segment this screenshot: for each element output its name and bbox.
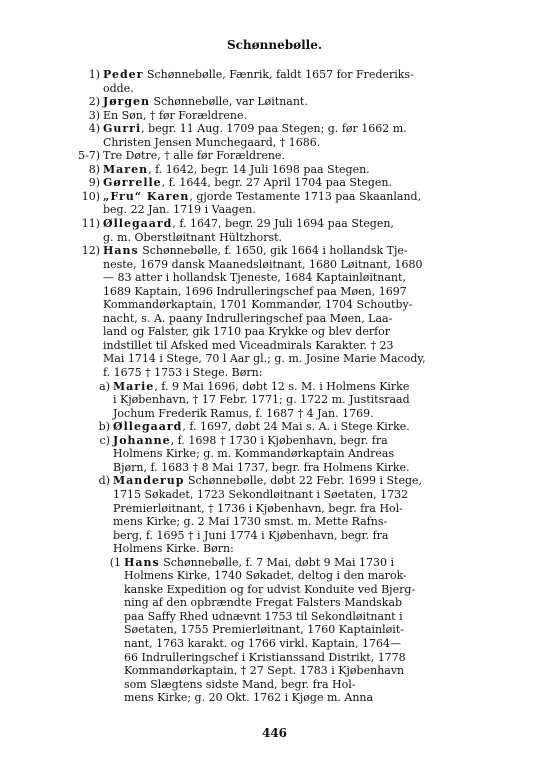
text-line	[103, 176, 522, 190]
person-name: Gurri	[103, 122, 142, 136]
child-label: (1	[109, 555, 121, 569]
genealogy-entry	[78, 68, 522, 95]
text-line	[103, 190, 522, 204]
text-line	[98, 474, 522, 488]
person-name: Øllegaard	[113, 420, 183, 434]
line-text: i Kjøbenhavn, † 17 Febr. 1771; g. 1722 m. Justitsraad	[113, 393, 410, 407]
text-line	[113, 407, 522, 421]
line-text: , f. 1644, begr. 27 April 1704 paa Stegen.	[161, 176, 392, 190]
text-line	[103, 122, 522, 136]
line-text: Kommandørkaptain, 1701 Kommandør, 1704 Schoutby-	[103, 298, 413, 312]
line-text: kanske Expedition og for udvist Konduite ved Bjerg-	[124, 582, 416, 596]
line-text: 1715 Søkadet, 1723 Sekondløitnant i Søetaten, 1732	[113, 487, 409, 501]
text-line	[103, 325, 522, 339]
entry-number: 5-7)	[78, 149, 101, 163]
line-text: ning af den opbrændte Fregat Falsters Mandskab	[124, 596, 403, 610]
entry-number: 1)	[88, 68, 100, 81]
line-text: Premierløitnant, † 1736 i Kjøbenhavn, begr. fra Hol-	[113, 501, 403, 515]
text-line	[124, 637, 522, 651]
line-text: neste, 1679 dansk Maanedsløitnant, 1680 Løitnant, 1680	[103, 257, 423, 271]
person-name: Hans	[124, 555, 160, 569]
text-line	[103, 203, 522, 217]
line-text: odde.	[103, 81, 134, 95]
line-text: mens Kirke; g. 20 Okt. 1762 i Kjøge m. Anna	[124, 691, 374, 705]
text-line	[124, 623, 522, 637]
line-text: , begr. 11 Aug. 1709 paa Stegen; g. før 1662 m.	[141, 122, 407, 136]
line-text: , f. 1647, begr. 29 Juli 1694 paa Stegen,	[172, 217, 394, 231]
text-line	[103, 339, 522, 353]
child-entry	[99, 556, 522, 705]
entry-number: 10)	[81, 189, 100, 203]
text-line	[103, 217, 522, 231]
text-line	[103, 312, 522, 326]
person-name: Peder	[103, 68, 144, 81]
person-name: Johanne	[113, 433, 171, 447]
text-line	[103, 244, 522, 258]
text-line	[103, 68, 522, 82]
text-line	[103, 258, 522, 272]
person-name: „Fru“ Karen	[103, 189, 190, 203]
line-text: som Slægtens sidste Mand, begr. fra Hol-	[124, 677, 356, 691]
line-text: Schønnebølle, f. 1650, gik 1664 i hollandsk Tje-	[138, 244, 408, 258]
child-entry	[88, 474, 522, 555]
line-text: Holmens Kirke. Børn:	[113, 542, 234, 556]
line-text: mens Kirke; g. 2 Mai 1730 smst. m. Mette Rafns-	[113, 515, 388, 529]
line-text: f. 1675 † 1753 i Stege. Børn:	[103, 366, 263, 380]
child-entry	[88, 420, 522, 434]
text-line	[99, 379, 522, 394]
genealogy-entry	[78, 122, 522, 149]
text-line	[124, 678, 522, 692]
text-line	[124, 569, 522, 583]
line-text: Bjørn, f. 1683 † 8 Mai 1737, begr. fra Holmens Kirke.	[113, 460, 410, 474]
line-text: paa Saffy Rhed udnævnt 1753 til Sekondløitnant i	[124, 609, 403, 623]
text-line	[103, 298, 522, 312]
entry-number: 3)	[88, 108, 100, 122]
text-line	[103, 285, 522, 299]
line-text: Schønnebølle, Fænrik, faldt 1657 for Frederiks-	[143, 68, 414, 81]
text-line	[103, 366, 522, 380]
text-line	[113, 447, 522, 461]
entry-number: 12)	[81, 244, 100, 258]
line-text: En Søn, † før Forældrene.	[103, 108, 247, 122]
line-text: 66 Indrulleringschef i Kristianssand Distrikt, 1778	[124, 650, 406, 664]
text-line	[103, 109, 522, 123]
text-line	[103, 163, 522, 177]
text-line	[109, 555, 522, 570]
line-text: Mai 1714 i Stege, 70 l Aar gl.; g. m. Josine Marie Macody,	[103, 352, 426, 366]
line-text: Schønnebølle, døbt 22 Febr. 1699 i Stege,	[184, 474, 423, 488]
person-name: Øllegaard	[103, 217, 173, 231]
text-line	[103, 231, 522, 245]
text-line	[113, 488, 522, 502]
line-text: Søetaten, 1755 Premierløitnant, 1760 Kaptainløit-	[124, 623, 404, 637]
line-text: nant, 1763 karakt. og 1766 virkl. Kaptain, 1764—	[124, 636, 401, 650]
child-label: c)	[99, 433, 110, 447]
genealogy-text	[78, 68, 522, 705]
genealogy-entry	[78, 190, 522, 217]
text-line	[124, 596, 522, 610]
genealogy-entry	[78, 109, 522, 123]
line-text: , gjorde Testamente 1713 paa Skaanland,	[189, 189, 422, 203]
text-line	[113, 461, 522, 475]
line-text: Holmens Kirke, 1740 Søkadet, deltog i den marok-	[124, 569, 407, 583]
text-line	[124, 610, 522, 624]
entry-number: 9)	[88, 176, 100, 190]
page-number: 446	[261, 726, 288, 740]
line-text: Christen Jensen Munchegaard, † 1686.	[103, 135, 321, 149]
text-line	[124, 664, 522, 678]
text-line	[103, 82, 522, 96]
person-name: Jørgen	[103, 95, 151, 109]
text-line	[124, 651, 522, 665]
text-line	[113, 393, 522, 407]
child-label: b)	[98, 420, 110, 434]
text-line	[103, 136, 522, 150]
child-label: d)	[98, 474, 110, 488]
line-text: Tre Døtre, † alle før Forældrene.	[103, 149, 285, 163]
line-text: , f. 1697, døbt 24 Mai s. A. i Stege Kirke.	[182, 420, 410, 434]
child-entry	[88, 434, 522, 475]
line-text: 1689 Kaptain, 1696 Indrulleringschef paa Møen, 1697	[103, 284, 407, 298]
text-line	[103, 95, 522, 109]
genealogy-entry	[78, 95, 522, 109]
text-line	[124, 583, 522, 597]
entry-number: 2)	[88, 95, 100, 109]
page-title: Schønnebølle.	[226, 38, 323, 52]
entry-number: 11)	[81, 217, 100, 231]
line-text: beg. 22 Jan. 1719 i Vaagen.	[103, 203, 256, 217]
line-text: , f. 1642, begr. 14 Juli 1698 paa Stegen.	[148, 162, 370, 176]
line-text: Holmens Kirke; g. m. Kommandørkaptain Andreas	[113, 447, 395, 461]
genealogy-entry	[78, 244, 522, 379]
person-name: Marie	[113, 379, 155, 393]
text-line	[98, 420, 522, 434]
genealogy-entry	[78, 176, 522, 190]
child-label: a)	[99, 379, 110, 393]
text-line	[124, 691, 522, 705]
person-name: Manderup	[113, 474, 185, 488]
genealogy-entry	[78, 217, 522, 244]
text-line	[103, 149, 522, 163]
line-text: Schønnebølle, f. 7 Mai, døbt 9 Mai 1730 i	[159, 555, 394, 569]
person-name: Maren	[103, 162, 149, 176]
line-text: , f. 1698 † 1730 i Kjøbenhavn, begr. fra	[170, 433, 388, 447]
line-text: — 83 atter i hollandsk Tjeneste, 1684 Kaptainløitnant,	[103, 271, 406, 285]
genealogy-entry	[78, 149, 522, 163]
line-text: indstillet til Afsked med Viceadmirals Karakter. † 23	[103, 338, 394, 352]
entry-number: 4)	[88, 122, 100, 136]
line-text: land og Falster, gik 1710 paa Krykke og blev derfor	[103, 325, 391, 339]
text-line	[99, 433, 522, 448]
line-text: nacht, s. A. paany Indrulleringschef paa Møen, Laa-	[103, 311, 393, 325]
line-text: , f. 9 Mai 1696, døbt 12 s. M. i Holmens Kirke	[154, 379, 410, 393]
text-line	[103, 271, 522, 285]
text-line	[103, 352, 522, 366]
child-entry	[88, 380, 522, 421]
line-text: g. m. Oberstløitnant Hültzhorst.	[103, 230, 283, 244]
line-text: Kommandørkaptain, † 27 Sept. 1783 i Kjøbenhavn	[124, 664, 405, 678]
person-name: Hans	[103, 244, 139, 258]
text-line	[113, 515, 522, 529]
person-name: Gørrelle	[103, 176, 162, 190]
text-line	[113, 502, 522, 516]
text-line	[113, 529, 522, 543]
line-text: Jochum Frederik Ramus, f. 1687 † 4 Jan. 1769.	[113, 406, 374, 420]
line-text: Schønnebølle, var Løitnant.	[150, 95, 308, 109]
text-line	[113, 542, 522, 556]
entry-number: 8)	[88, 162, 100, 176]
genealogy-entry	[78, 163, 522, 177]
line-text: berg, f. 1695 † i Juni 1774 i Kjøbenhavn, begr. fra	[113, 528, 389, 542]
